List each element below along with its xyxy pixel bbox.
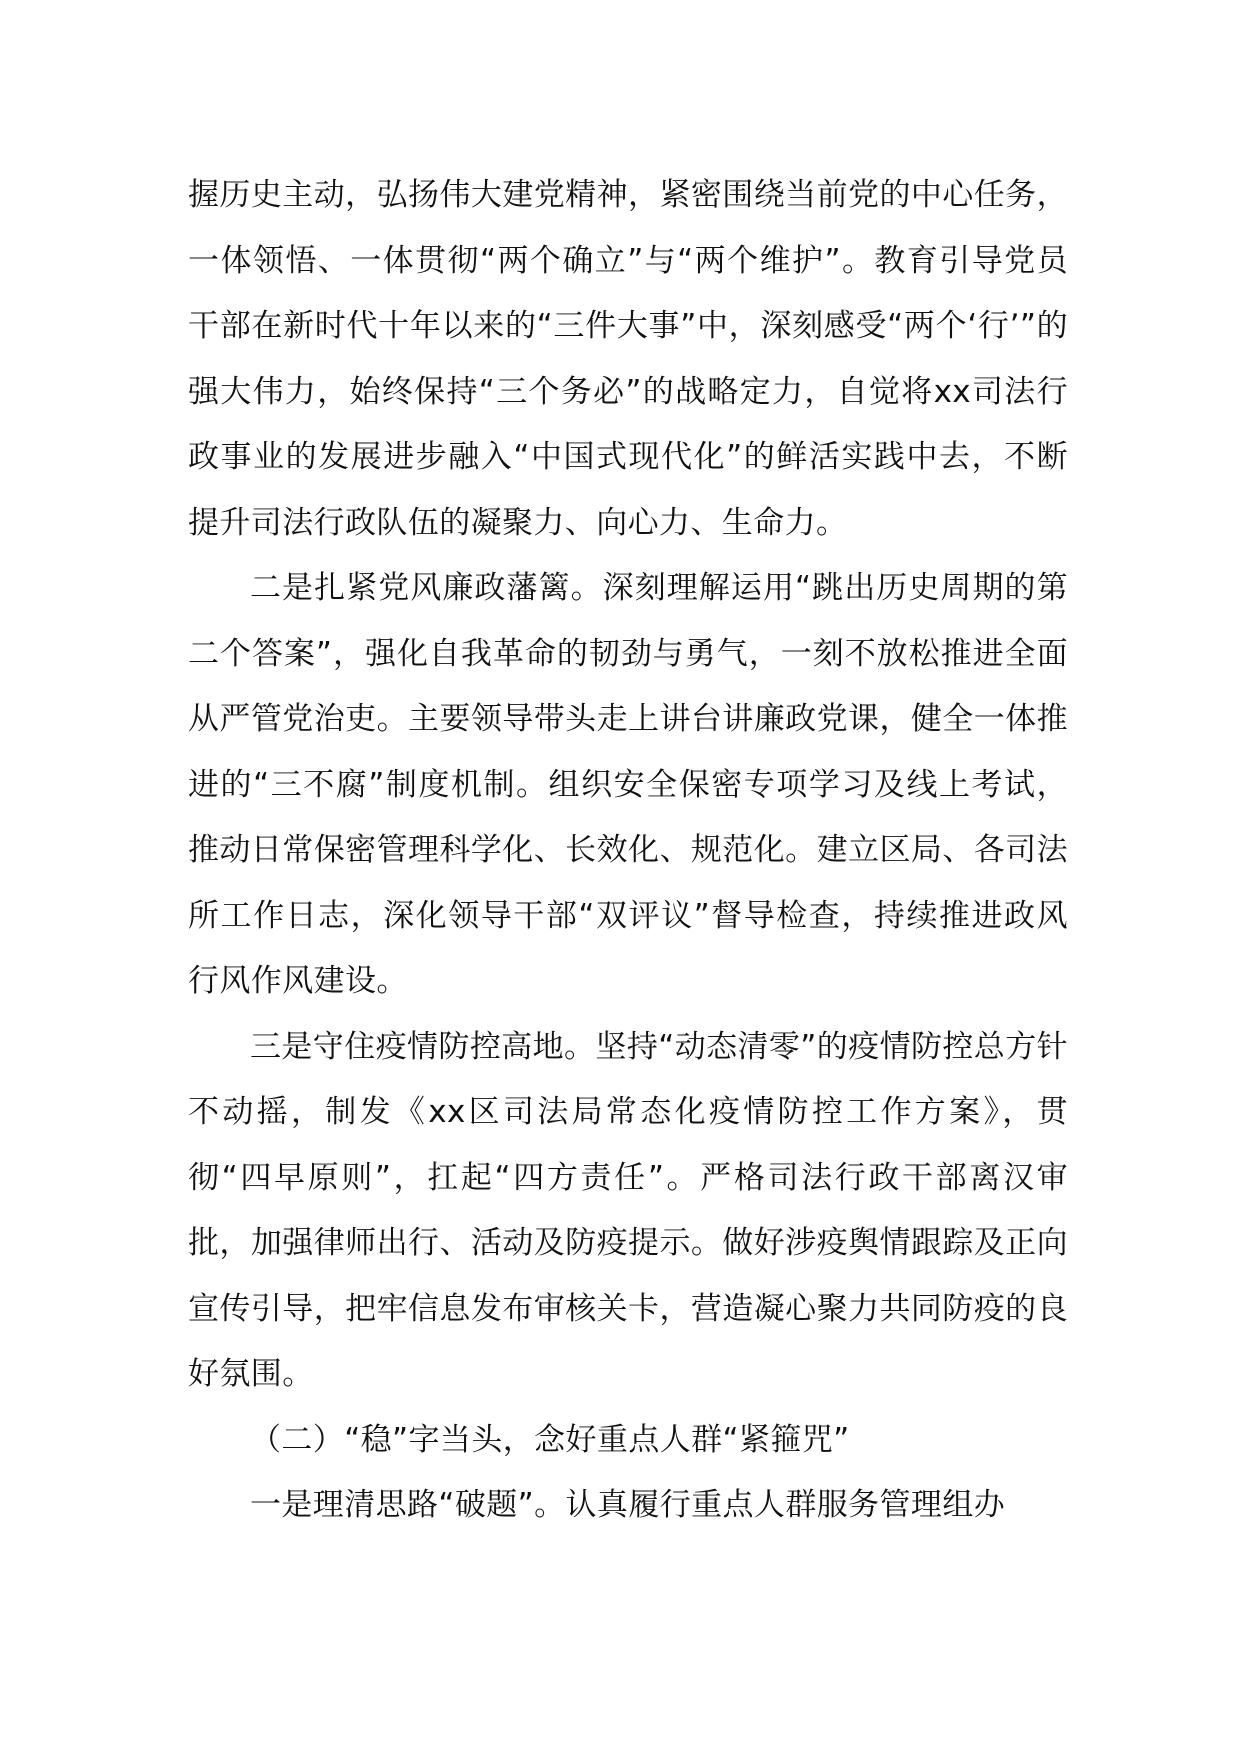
document-body: [188, 163, 1068, 1539]
section-heading: （二）“稳”字当头，念好重点人群“紧箍咒”: [250, 1421, 850, 1458]
body-paragraph-party-discipline: 二是扎紧党风廉政藩篱。深刻理解运用“跳出历史周期的第二个答案”，强化自我革命的韧劲与勇气，一刻不放松推进全面从严管党治吏。主要领导带头走上讲台讲廉政党课，健全一体推进的“三不腐”制度机制。组织安全保密专项学习及线上考试，推动日常保密管理科学化、长效化、规范化。建立区局、各司法所工作日志，深化领导干部“双评议”督导检查，持续推进政风行风作风建设。: [188, 570, 1068, 999]
body-paragraph-epidemic-control: 三是守住疫情防控高地。坚持“动态清零”的疫情防控总方针不动摇，制发《xx区司法局常态化疫情防控工作方案》，贯彻“四早原则”，扛起“四方责任”。严格司法行政干部离汉审批，加强律师出行、活动及防疫提示。做好涉疫舆情跟踪及正向宣传引导，把牢信息发布审核关卡，营造凝心聚力共同防疫的良好氛围。: [188, 1028, 1068, 1392]
body-paragraph-continued: 握历史主动，弘扬伟大建党精神，紧密围绕当前党的中心任务，一体领悟、一体贯彻“两个确立”与“两个维护”。教育引导党员干部在新时代十年以来的“三件大事”中，深刻感受“两个‘行’”的强大伟力，始终保持“三个务必”的战略定力，自觉将xx司法行政事业的发展进步融入“中国式现代化”的鲜活实践中去，不断提升司法行政队伍的凝聚力、向心力、生命力。: [188, 177, 1068, 541]
body-paragraph-clarify-thinking: 一是理清思路“破题”。认真履行重点人群服务管理组办: [250, 1487, 1006, 1523]
